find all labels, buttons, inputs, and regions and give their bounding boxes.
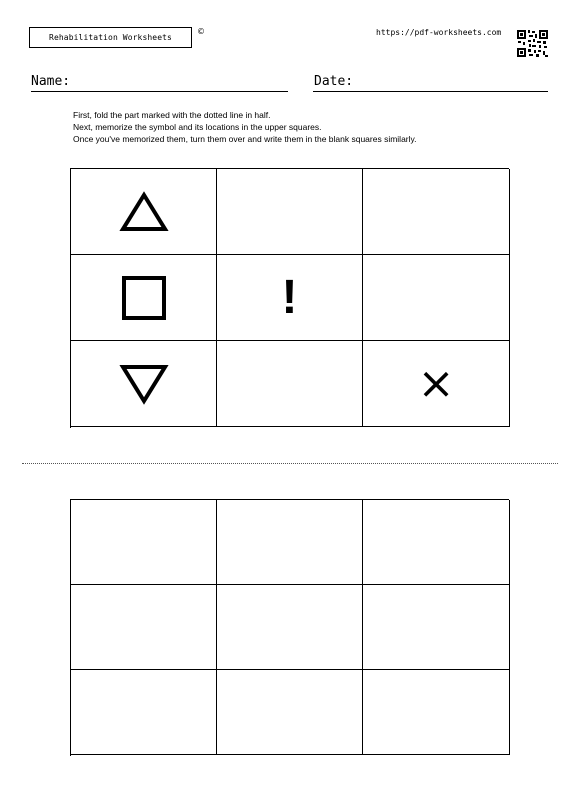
- copyright-mark: ©: [197, 27, 205, 36]
- name-field[interactable]: [31, 91, 288, 92]
- instruction-line: Next, memorize the symbol and its locations in the upper squares.: [73, 122, 322, 132]
- date-label: Date:: [314, 74, 354, 89]
- answer-cell[interactable]: [363, 585, 510, 670]
- answer-cell[interactable]: [217, 500, 363, 585]
- answer-cell[interactable]: [363, 500, 510, 585]
- grid-cell: [71, 255, 217, 341]
- name-label: Name:: [31, 74, 71, 89]
- memorize-grid: [70, 168, 509, 428]
- grid-cell: [217, 341, 363, 427]
- grid-cell: [217, 169, 363, 255]
- date-field[interactable]: [313, 91, 548, 92]
- instruction-line: Once you've memorized them, turn them over and write them in the blank squares similarly.: [73, 134, 417, 144]
- fold-dotted-line: [22, 463, 558, 464]
- answer-cell[interactable]: [71, 500, 217, 585]
- answer-cell[interactable]: [71, 585, 217, 670]
- grid-cell: [217, 255, 363, 341]
- instruction-line: First, fold the part marked with the dotted line in half.: [73, 110, 271, 120]
- answer-cell[interactable]: [363, 670, 510, 755]
- site-url-link[interactable]: https://pdf-worksheets.com: [376, 28, 502, 37]
- exclamation-symbol: !: [281, 270, 298, 324]
- grid-cell: [363, 255, 510, 341]
- grid-cell: [71, 341, 217, 427]
- triangle-down-icon: [119, 363, 169, 405]
- grid-cell: [363, 169, 510, 255]
- triangle-up-icon: [119, 191, 169, 233]
- instructions: [73, 109, 543, 145]
- grid-cell: [71, 169, 217, 255]
- square-icon: [121, 275, 167, 321]
- answer-cell[interactable]: [71, 670, 217, 755]
- answer-grid: [70, 499, 509, 756]
- cross-symbol: ×: [417, 357, 455, 409]
- answer-cell[interactable]: [217, 585, 363, 670]
- grid-cell: [363, 341, 510, 427]
- answer-cell[interactable]: [217, 670, 363, 755]
- worksheet-title: Rehabilitation Worksheets: [29, 27, 192, 48]
- qr-code-icon: [517, 30, 548, 57]
